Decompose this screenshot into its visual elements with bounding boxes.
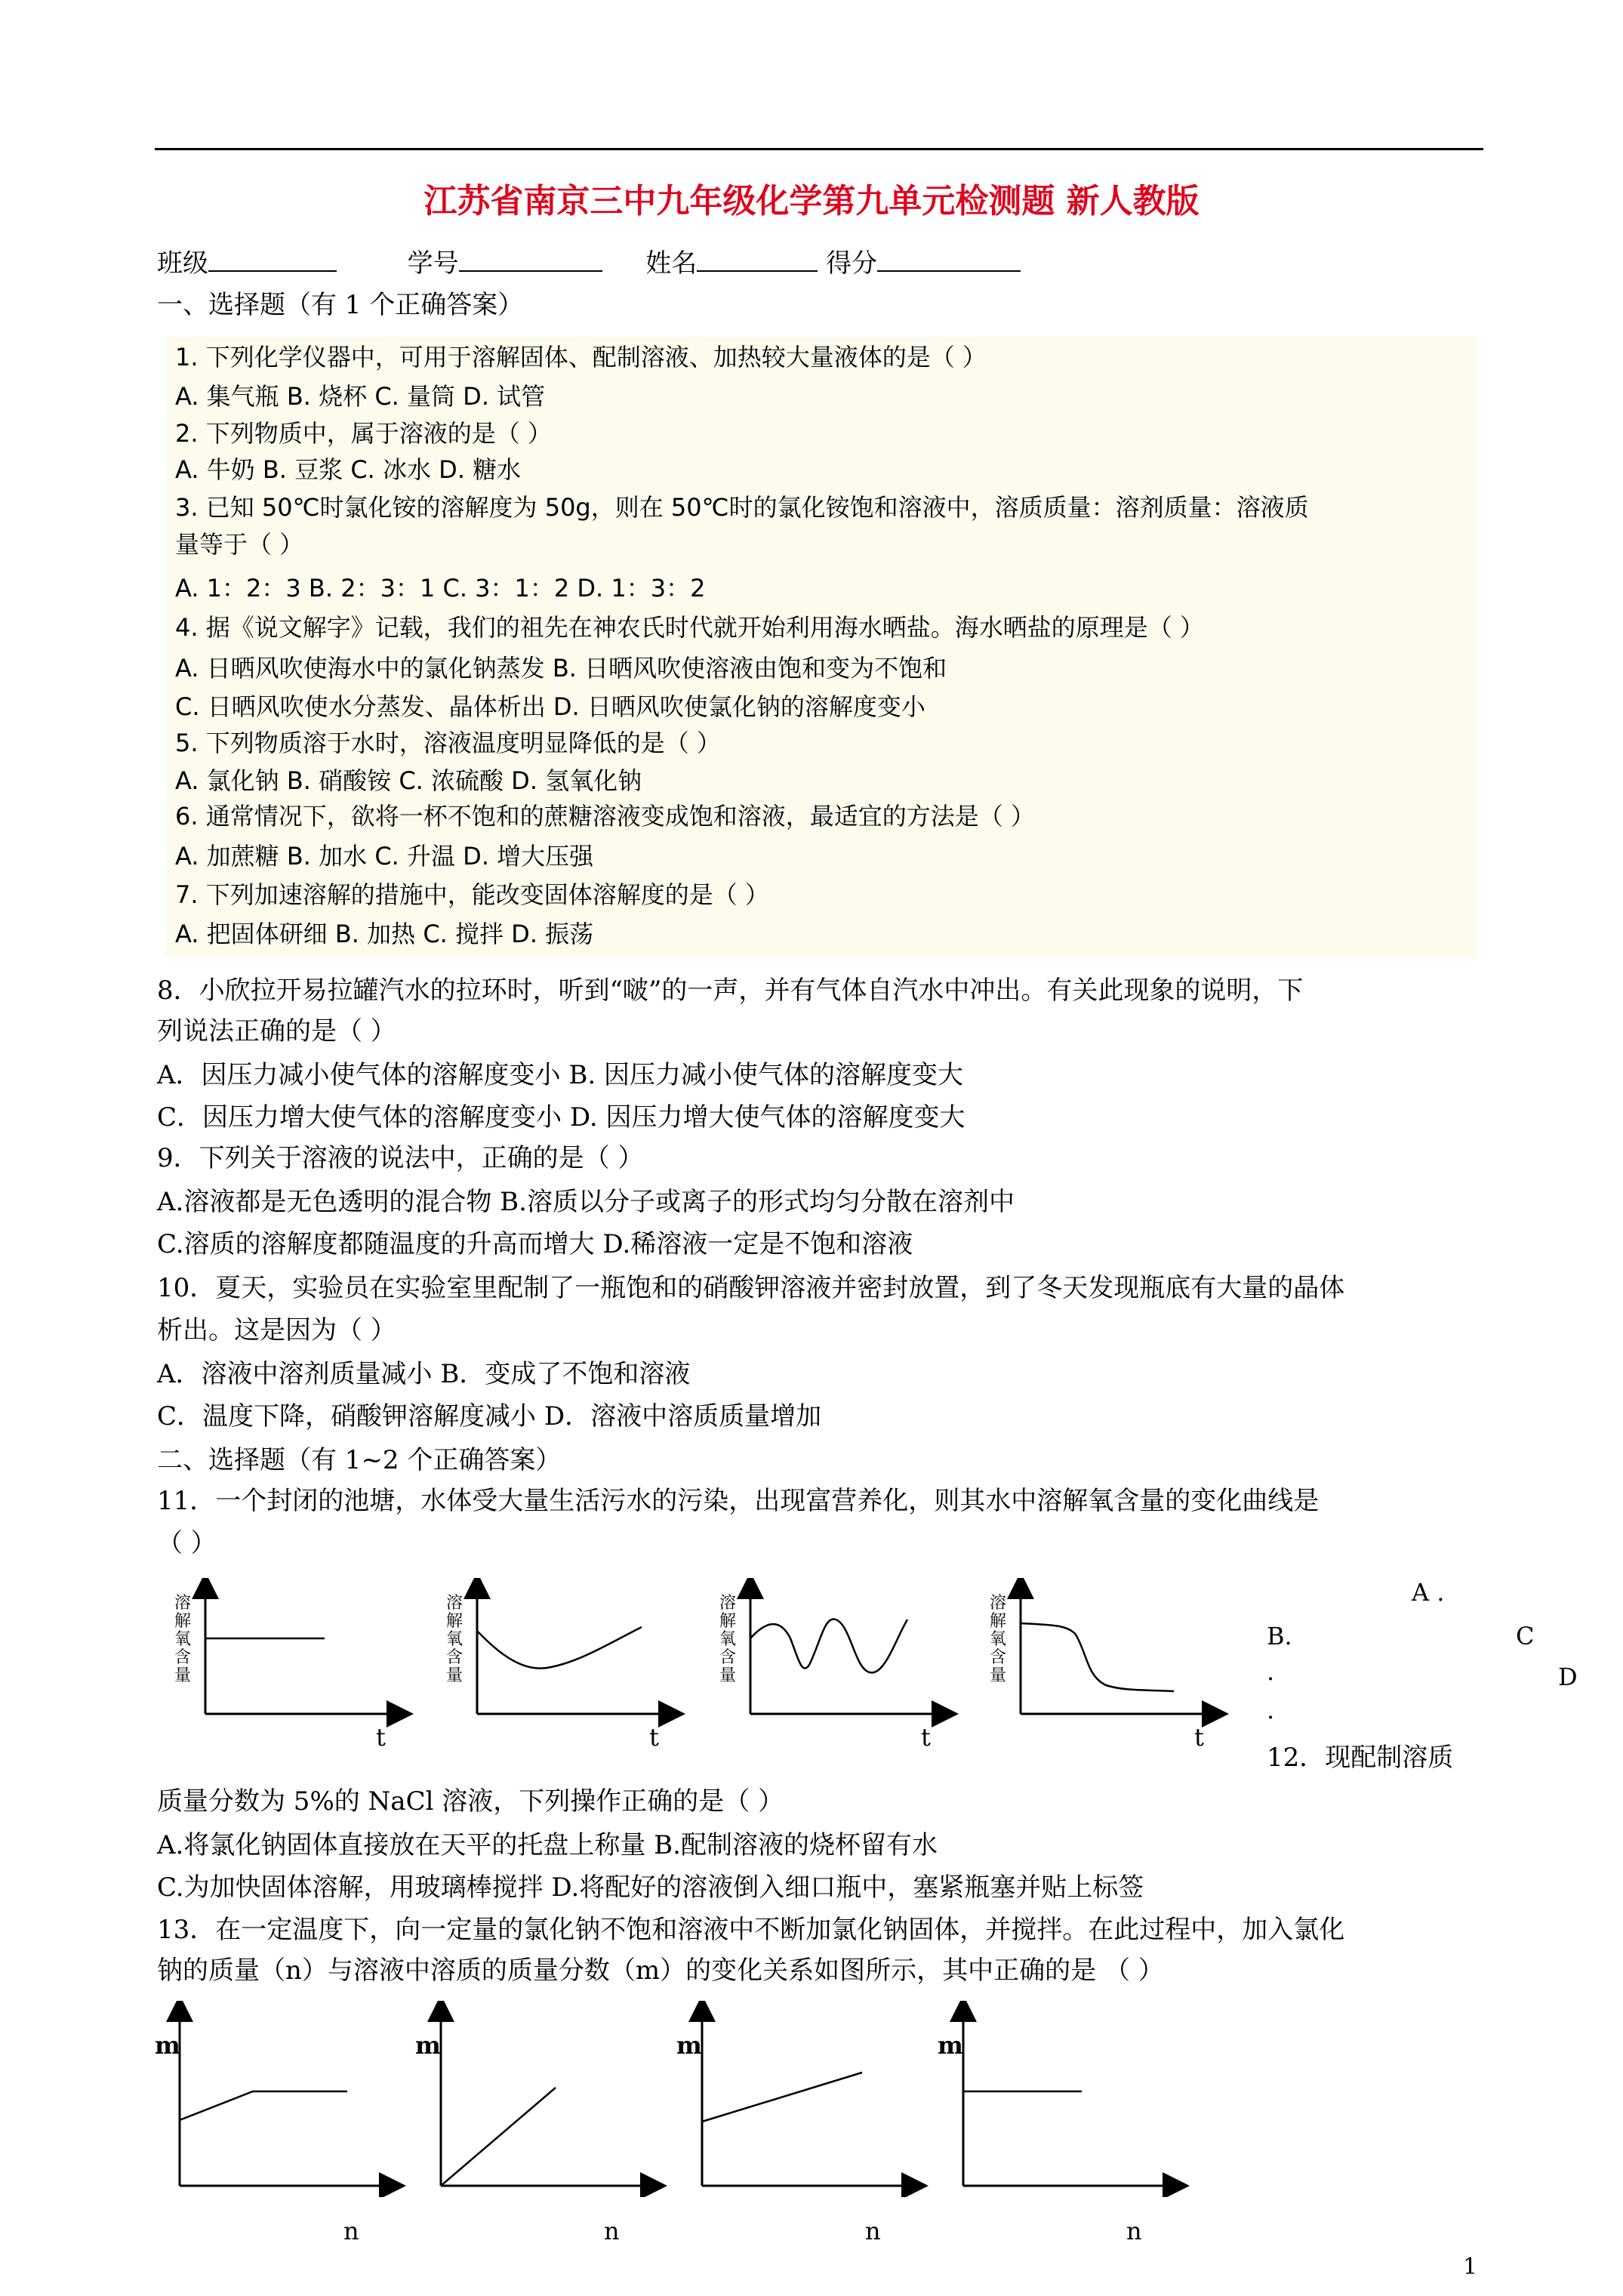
q9-option: C.溶质的溶解度都随温度的升高而增大 D.稀溶液一定是不饱和溶液 xyxy=(157,1229,913,1259)
q12-option: C.为加快固体溶解，用玻璃棒搅拌 D.将配好的溶液倒入细口瓶中，塞紧瓶塞并贴上标签 xyxy=(157,1872,1144,1903)
page-title: 江苏省南京三中九年级化学第九单元检测题 新人教版 xyxy=(423,182,1200,220)
q11-ylabel-a: 溶解氧含量 xyxy=(174,1594,191,1685)
q11-ylabel-b: 溶解氧含量 xyxy=(445,1594,463,1685)
q11-xlabel-c: t xyxy=(921,1723,931,1752)
q8-line: 列说法正确的是（ ） xyxy=(157,1016,396,1046)
q10-line: 10．夏天，实验员在实验室里配制了一瓶饱和的硝酸钾溶液并密封放置，到了冬天发现瓶底有大量的晶体 xyxy=(157,1273,1345,1303)
q9-line: 9．下列关于溶液的说法中，正确的是（ ） xyxy=(157,1143,644,1173)
q11-ylabel-c: 溶解氧含量 xyxy=(719,1594,736,1685)
box-line: 7. 下列加速溶解的措施中，能改变固体溶解度的是（ ） xyxy=(175,880,769,909)
number-label: 学号 xyxy=(407,248,459,279)
box-line: 量等于（ ） xyxy=(175,530,304,559)
number-blank[interactable] xyxy=(459,243,602,272)
page-number: 1 xyxy=(1463,2254,1478,2280)
box-line: 4. 据《说文解字》记载，我们的祖先在神农氏时代就开始利用海水晒盐。海水晒盐的原理是（ ） xyxy=(175,613,1204,642)
class-label: 班级 xyxy=(157,248,208,279)
q8-option: C．因压力增大使气体的溶解度变小 D. 因压力增大使气体的溶解度变大 xyxy=(157,1102,965,1133)
q13-xlabel-b: n xyxy=(604,2217,620,2245)
q11-ylabel-d: 溶解氧含量 xyxy=(989,1594,1006,1685)
q13-ylabel-d: m xyxy=(938,2031,963,2060)
q11-line: 11．一个封闭的池塘，水体受大量生活污水的污染，出现富营养化，则其水中溶解氧含量的变化曲线是 xyxy=(157,1486,1320,1516)
score-blank[interactable] xyxy=(877,243,1021,272)
q11-option-b: B. xyxy=(1267,1622,1292,1650)
q11-option-a: A . xyxy=(1412,1578,1445,1607)
box-line: A. 1：2：3 B. 2：3：1 C. 3：1：2 D. 1：3：2 xyxy=(175,574,706,603)
box-line: A. 牛奶 B. 豆浆 C. 冰水 D. 糖水 xyxy=(175,455,522,484)
box-line: 2. 下列物质中，属于溶液的是（ ） xyxy=(175,419,552,448)
box-line: 1. 下列化学仪器中，可用于溶解固体、配制溶液、加热较大量液体的是（ ） xyxy=(175,343,987,371)
q8-line: 8．小欣拉开易拉罐汽水的拉环时，听到“啵”的一声，并有气体自汽水中冲出。有关此现象的说明，下 xyxy=(157,975,1304,1006)
header-fields xyxy=(157,243,1021,280)
q11-xlabel-a: t xyxy=(376,1723,386,1752)
q13-graphs xyxy=(166,2001,1208,2197)
q13-xlabel-c: n xyxy=(865,2217,881,2245)
q11-option-d: D xyxy=(1558,1663,1578,1691)
q12-line: 质量分数为 5%的 NaCl 溶液，下列操作正确的是（ ） xyxy=(157,1786,784,1817)
q13-xlabel-d: n xyxy=(1126,2217,1142,2245)
q8-option: A．因压力减小使气体的溶解度变小 B. 因压力减小使气体的溶解度变大 xyxy=(157,1060,963,1090)
section-2-heading: 二、选择题（有 1~2 个正确答案） xyxy=(157,1445,562,1475)
q12-option: A.将氯化钠固体直接放在天平的托盘上称量 B.配制溶液的烧杯留有水 xyxy=(157,1830,938,1860)
q12-start: 12．现配制溶质 xyxy=(1267,1743,1454,1773)
box-line: 3. 已知 50℃时氯化铵的溶解度为 50g，则在 50℃时的氯化铵饱和溶液中，溶质质量：溶剂质量：溶液质 xyxy=(175,493,1309,522)
q11-option-d-dot: . xyxy=(1267,1696,1275,1724)
box-line: C. 日晒风吹使水分蒸发、晶体析出 D. 日晒风吹使氯化钠的溶解度变小 xyxy=(175,692,925,721)
q11-xlabel-b: t xyxy=(649,1723,659,1752)
q11-graph-c xyxy=(750,1586,945,1714)
q11-graphs xyxy=(166,1578,1261,1737)
q11-option-c: C xyxy=(1516,1622,1535,1650)
q13-ylabel-a: m xyxy=(155,2031,180,2060)
box-line: A. 把固体研细 B. 加热 C. 搅拌 D. 振荡 xyxy=(175,920,594,948)
q13-ylabel-c: m xyxy=(676,2031,702,2060)
q13-graph-a xyxy=(180,2008,393,2186)
q13-xlabel-a: n xyxy=(343,2217,359,2245)
name-blank[interactable] xyxy=(697,243,818,272)
q10-option: C．温度下降，硝酸钾溶解度减小 D．溶液中溶质质量增加 xyxy=(157,1401,822,1432)
q13-line: 钠的质量（n）与溶液中溶质的质量分数（m）的变化关系如图所示，其中正确的是 （ ） xyxy=(157,1955,1164,1986)
q10-option: A．溶液中溶剂质量减小 B．变成了不饱和溶液 xyxy=(157,1359,691,1389)
box-line: A. 加蔗糖 B. 加水 C. 升温 D. 增大压强 xyxy=(175,842,594,871)
q9-option: A.溶液都是无色透明的混合物 B.溶质以分子或离子的形式均匀分散在溶剂中 xyxy=(157,1187,1015,1217)
q11-graph-a xyxy=(205,1586,400,1714)
section-1-heading: 一、选择题（有 1 个正确答案） xyxy=(157,290,524,320)
q10-line: 析出。这是因为（ ） xyxy=(157,1315,396,1345)
q13-ylabel-b: m xyxy=(415,2031,441,2060)
name-label: 姓名 xyxy=(645,248,698,279)
box-line: 5. 下列物质溶于水时，溶液温度明显降低的是（ ） xyxy=(175,729,721,757)
box-line: A. 集气瓶 B. 烧杯 C. 量筒 D. 试管 xyxy=(175,382,546,411)
q13-graph-c xyxy=(702,2008,915,2186)
q11-line: （ ） xyxy=(157,1528,217,1558)
box-line: A. 氯化钠 B. 硝酸铵 C. 浓硫酸 D. 氢氧化钠 xyxy=(175,766,642,795)
q11-option-c-dot: . xyxy=(1267,1657,1275,1686)
class-blank[interactable] xyxy=(208,243,337,272)
q13-line: 13．在一定温度下，向一定量的氯化钠不饱和溶液中不断加氯化钠固体，并搅拌。在此过程中，加入氯化 xyxy=(157,1915,1345,1945)
q11-xlabel-d: t xyxy=(1194,1723,1204,1752)
top-rule xyxy=(155,148,1483,150)
q11-graph-b xyxy=(477,1586,672,1714)
score-label: 得分 xyxy=(826,248,878,279)
q13-graph-d xyxy=(963,2008,1176,2186)
q11-graph-d xyxy=(1021,1586,1215,1714)
box-line: A. 日晒风吹使海水中的氯化钠蒸发 B. 日晒风吹使溶液由饱和变为不饱和 xyxy=(175,654,947,683)
box-line: 6. 通常情况下，欲将一杯不饱和的蔗糖溶液变成饱和溶液，最适宜的方法是（ ） xyxy=(175,802,1035,831)
q13-graph-b xyxy=(441,2008,654,2186)
